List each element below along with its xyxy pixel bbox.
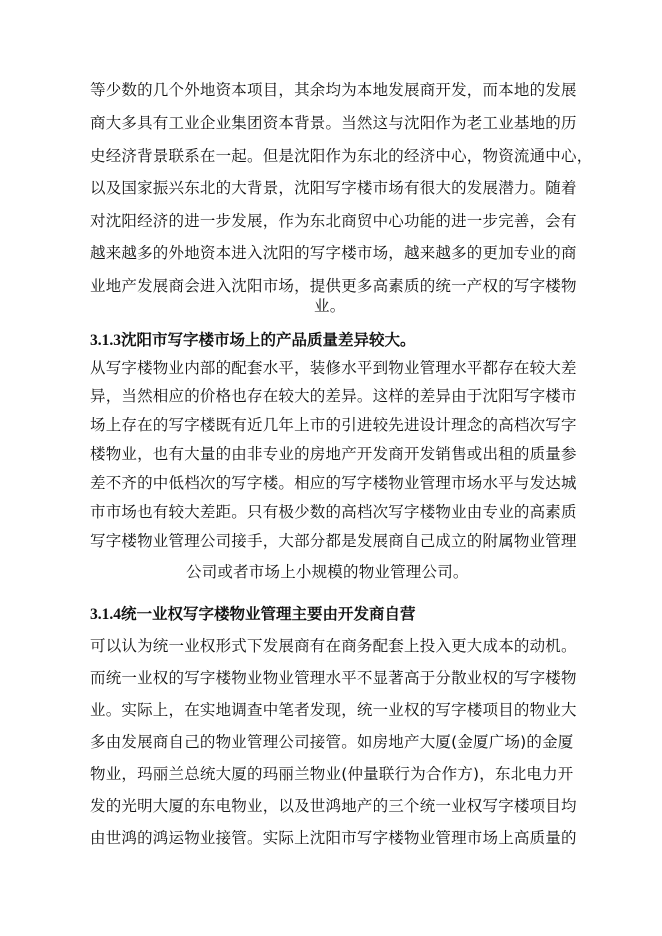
paragraph-line: 而统一业权的写字楼物业物业管理水平不显著高于分散业权的写字楼物 [90,669,577,687]
paragraph-line: 场上存在的写字楼既有近几年上市的引进较先进设计理念的高档次写字 [90,416,577,434]
paragraph-line: 业。实际上，在实地调查中笔者发现，统一业权的写字楼项目的物业大 [90,701,577,719]
paragraph-line: 对沈阳经济的进一步发展，作为东北商贸中心功能的进一步完善，会有 [90,212,577,230]
paragraph-line: 等少数的几个外地资本项目，其余均为本地发展商开发，而本地的发展 [90,81,577,99]
section-number: 3.1.4 [90,606,121,623]
section-heading-3-1-3 [90,330,416,351]
paragraph-line: 业。 [314,297,346,315]
paragraph-line: 可以认为统一业权形式下发展商有在商务配套上投入更大成本的动机。 [90,637,577,655]
paragraph-line: 越来越多的外地资本进入沈阳的写字楼市场，越来越多的更加专业的商 [90,244,577,262]
paragraph-line: 多由发展商自己的物业管理公司接管。如房地产大厦(金厦广场)的金厦 [90,733,574,751]
paragraph-line: 从写字楼物业内部的配套水平，装修水平到物业管理水平都存在较大差 [90,359,577,377]
section-number: 3.1.3 [90,332,121,349]
paragraph-line: 市市场也有较大差距。只有极少数的高档次写字楼物业由专业的高素质 [90,503,577,521]
paragraph-line: 史经济背景联系在一起。但是沈阳作为东北的经济中心，物资流通中心， [90,147,593,165]
paragraph-line: 物业，玛丽兰总统大厦的玛丽兰物业(仲量联行为合作方)，东北电力开 [90,765,574,783]
section-title: 沈阳市写字楼市场上的产品质量差异较大。 [121,330,416,349]
paragraph-line: 公司或者市场上小规模的物业管理公司。 [186,563,469,581]
section-title: 统一业权写字楼物业管理主要由开发商自营 [121,604,416,623]
paragraph-line: 以及国家振兴东北的大背景，沈阳写字楼市场有很大的发展潜力。随着 [90,179,577,197]
paragraph-line: 由世鸿的鸿运物业接管。实际上沈阳市写字楼物业管理市场上高质量的 [90,829,577,847]
paragraph-line: 差不齐的中低档次的写字楼。相应的写字楼物业管理市场水平与发达城 [90,474,577,492]
paragraph-line: 楼物业，也有大量的由非专业的房地产开发商开发销售或出租的质量参 [90,445,577,463]
paragraph-line: 写字楼物业管理公司接手，大部分都是发展商自己成立的附属物业管理 [90,532,577,550]
paragraph-line: 异，当然相应的价格也存在较大的差异。这样的差异由于沈阳写字楼市 [90,387,577,405]
paragraph-line: 发的光明大厦的东电物业，以及世鸿地产的三个统一业权写字楼项目均 [90,797,577,815]
section-heading-3-1-4 [90,604,416,625]
paragraph-line: 商大多具有工业企业集团资本背景。当然这与沈阳作为老工业基地的历 [90,114,577,132]
paragraph-line: 业地产发展商会进入沈阳市场，提供更多高素质的统一产权的写字楼物 [90,277,577,295]
